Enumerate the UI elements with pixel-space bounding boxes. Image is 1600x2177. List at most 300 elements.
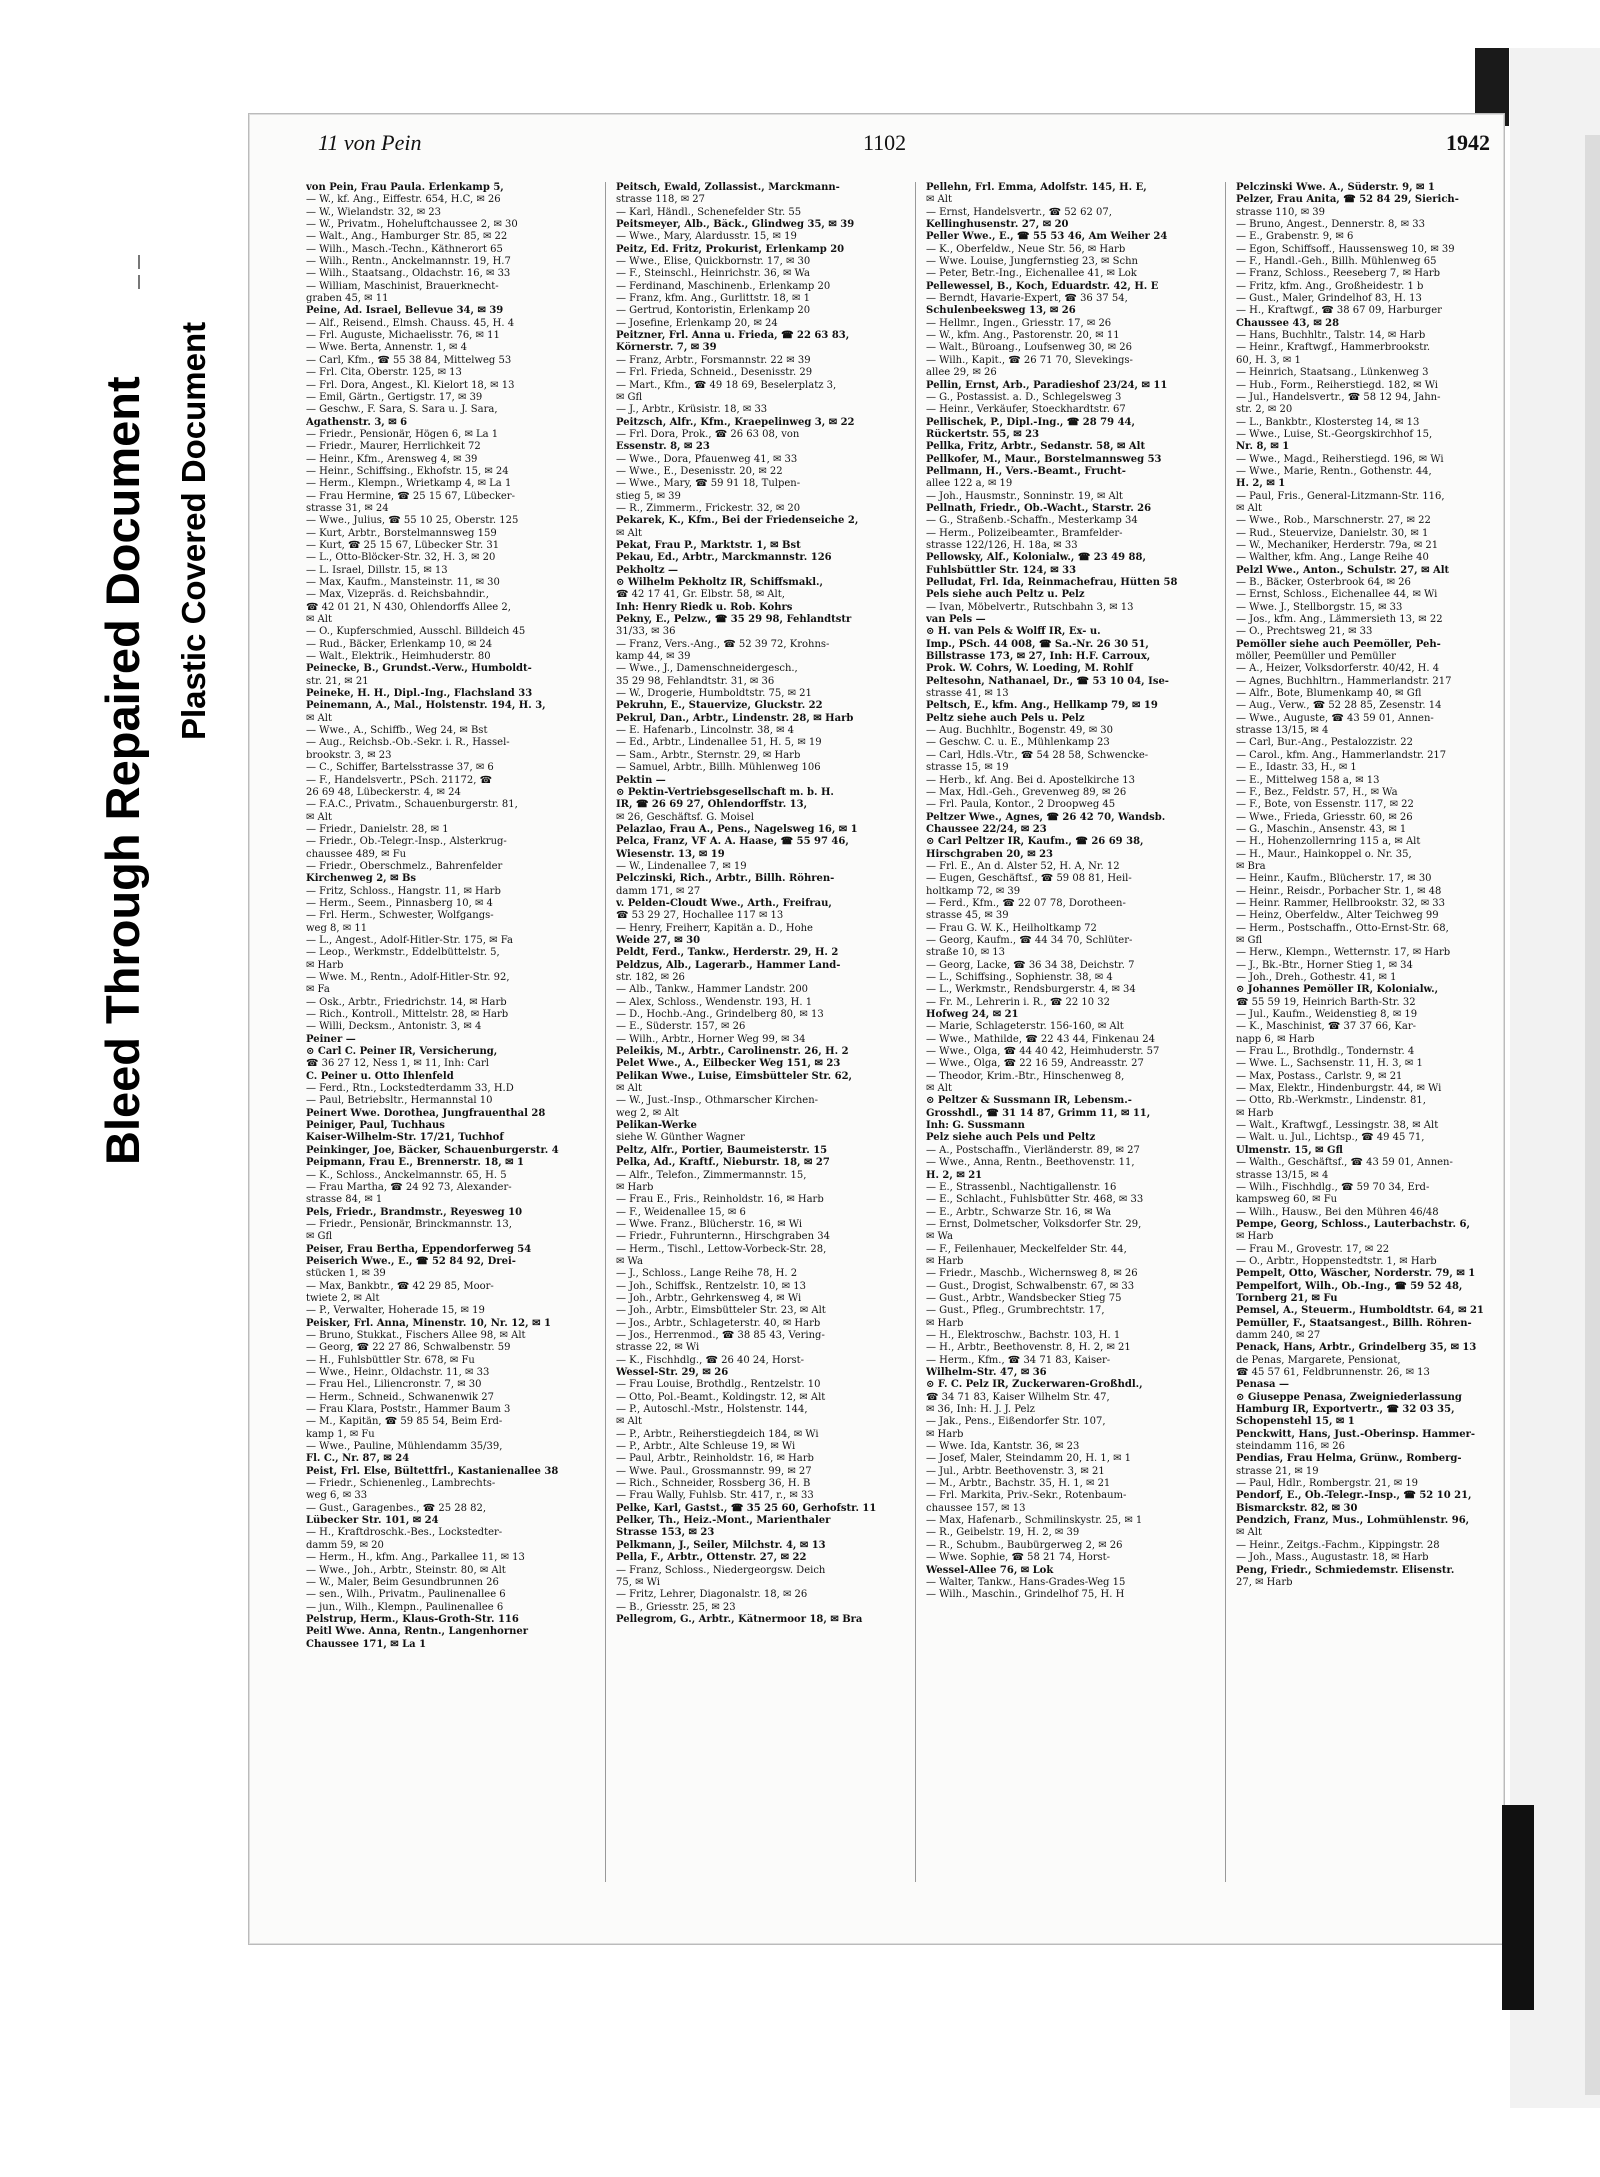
year: 1942 [1446,130,1490,155]
directory-entry-line: — Walt., Ang., Hamburger Str. 85, ✉ 22 [306,231,508,243]
directory-entry-line: — Jul., Arbtr. Beethovenstr. 3, ✉ 21 [926,1465,1105,1477]
page-number: 1102 [863,130,907,155]
directory-entry-line: Chaussee 43, ✉ 28 [1236,317,1340,329]
directory-entry-line: Peitl Wwe. Anna, Rentn., Langenhorner [306,1626,529,1638]
directory-entry-line: — Fritz, Lehrer, Diagonalstr. 18, ✉ 26 [616,1589,808,1601]
directory-entry-line: Pellin, Ernst, Arb., Paradieshof 23/24, ✉ 11 [926,379,1168,391]
directory-entry-line: — Ernst, Dolmetscher, Volksdorfer Str. 29, [926,1218,1142,1230]
directory-entry-line: — Frau Hel., Liliencronstr. 7, ✉ 30 [306,1379,482,1391]
directory-entry-line: Pellnath, Friedr., Ob.-Wacht., Starstr. 26 [926,502,1152,514]
directory-entry-line: — Frau Martha, ☎ 24 92 73, Alexander- [306,1181,512,1193]
directory-entry-line: Pelkmann, J., Seiler, Milchstr. 4, ✉ 13 [616,1539,826,1551]
directory-entry-line: — Frl. Auguste, Michaelisstr. 76, ✉ 11 [306,330,500,342]
directory-entry-line: — Gust., Garagenbes., ☎ 25 28 82, [306,1502,487,1514]
directory-entry-line: — Gust., Maler, Grindelhof 83, H. 13 [1236,293,1422,305]
directory-entry-line: Peine, Ad. Israel, Bellevue 34, ✉ 39 [306,305,504,317]
directory-entry-line: — Heinr. Rammer, Hellbrookstr. 32, ✉ 33 [1236,897,1446,909]
directory-entry-line: ✉ Harb [926,1255,964,1267]
directory-entry-line: strasse 15, ✉ 19 [926,762,1009,774]
directory-entry-line: ✉ Wa [926,1231,953,1243]
directory-entry-line: — Wwe. Berta, Annenstr. 1, ✉ 4 [306,342,467,354]
directory-entry-line: — Rich., Schneider, Rossberg 36, H. B [616,1478,811,1490]
directory-entry-line: siehe W. Günther Wagner [616,1132,745,1144]
directory-entry-line: Pellka, Fritz, Arbtr., Sedanstr. 58, ✉ Alt [926,441,1146,453]
directory-entry-line: Pemüller, F., Staatsangest., Billh. Röhren- [1236,1317,1472,1329]
directory-entry-line: — P., Arbtr., Reiherstiegdeich 184, ✉ Wi [616,1428,819,1440]
page-header [318,130,1600,170]
plastic-covered-label: Plastic Covered Document [175,321,212,740]
directory-entry-line: — Fr. M., Lehrerin i. R., ☎ 22 10 32 [926,996,1111,1008]
directory-entry-line: — Berndt, Havarie-Expert, ☎ 36 37 54, [926,293,1128,305]
directory-entry-line: Pelca, Franz, VF A. A. Haase, ☎ 55 97 46, [616,836,849,848]
directory-entry-line: — F., Bez., Feldstr. 57, H., ✉ Wa [1236,786,1398,798]
directory-entry-line: ✉ Gfl [616,391,643,403]
directory-entry-line: — Franz, kfm. Ang., Gurlittstr. 18, ✉ 1 [616,293,810,305]
directory-entry-line: Wessel-Str. 29, ✉ 26 [616,1367,729,1378]
directory-entry-line: Peltz, Alfr., Portier, Baumeisterstr. 15 [616,1144,828,1156]
directory-entry-line: — Wwe., Auguste, ☎ 43 59 01, Annen- [1236,712,1434,724]
directory-entry-line: — P., Verwalter, Hoherade 15, ✉ 19 [306,1305,485,1317]
directory-entry-line: — Wwe., Olga, ☎ 44 40 42, Heimhuderstr. 57 [926,1046,1160,1058]
directory-entry-line: Pelke, Karl, Gastst., ☎ 35 25 60, Gerhofstr. 11 [616,1502,877,1514]
directory-entry-line: — sen., Wilh., Privatm., Paulinenallee 6 [306,1589,506,1601]
directory-entry-line: — G., Maschin., Ansenstr. 43, ✉ 1 [1236,823,1407,835]
directory-entry-line: ✉ Alt [926,194,952,206]
directory-entry-line: — Frl. Markita, Priv.-Sekr., Rotenbaum- [926,1490,1127,1502]
directory-entry-line: — Hub., Form., Reiherstiegd. 182, ✉ Wi [1236,379,1439,391]
directory-entry-line: Pellowsky, Alf., Kolonialw., ☎ 23 49 88, [926,552,1146,564]
directory-entry-line: — Joh., Mass., Augustastr. 18, ✉ Harb [1236,1552,1429,1564]
directory-entry-line: — Herm., Klempn., Wrietkamp 4, ✉ La 1 [306,478,512,490]
directory-entry-line: — Frau M., Grovestr. 17, ✉ 22 [1236,1243,1390,1255]
directory-entry-line: — Wwe., Magd., Reiherstiegd. 196, ✉ Wi [1236,453,1444,465]
directory-entry-line: — H., Elektroschw., Bachstr. 103, H. 1 [926,1329,1121,1341]
directory-entry-line: Peng, Friedr., Schmiedemstr. Elisenstr. [1236,1564,1455,1576]
directory-entry-line: — Jos., Arbtr., Schlageterstr. 40, ✉ Harb [616,1317,821,1329]
directory-entry-line: — Heinrich, Staatsang., Lünkenweg 3 [1236,367,1429,379]
directory-entry-line: Penack, Hans, Arbtr., Grindelberg 35, ✉ 13 [1236,1342,1477,1354]
directory-entry-line: — L., Angest., Adolf-Hitler-Str. 175, ✉ Fa [306,934,513,946]
directory-entry-line: — Geschw. C. u. E., Mühlenkamp 23 [926,737,1110,749]
directory-entry-line: 75, ✉ Wi [616,1576,660,1588]
directory-entry-line: — Wwe. Sophie, ☎ 58 21 74, Horst- [926,1552,1111,1564]
directory-entry-line: Pelazlao, Frau A., Pens., Nagelsweg 16, ✉ 1 [616,823,858,835]
directory-entry-line: — J., Schloss., Lange Reihe 78, H. 2 [616,1268,798,1280]
directory-entry-line: — Frl. Cita, Oberstr. 125, ✉ 13 [306,367,462,379]
directory-entry-line: — Ferdinand, Maschinenb., Erlenkamp 20 [616,280,831,292]
directory-entry-line: — Heinr., Kraftwgf., Hammerbrookstr. [1236,342,1431,354]
directory-entry-line: — Wwe. M., Rentn., Adolf-Hitler-Str. 92, [306,972,510,983]
directory-entry-line: Peist, Frl. Else, Bültettfrl., Kastanienallee 38 [306,1465,559,1477]
directory-entry-line: — Wwe. J., Stellborgstr. 15, ✉ 33 [1236,601,1403,613]
directory-entry-line: — A., Postschaffn., Vierländerstr. 89, ✉ 27 [926,1144,1140,1156]
directory-entry-line: holtkamp 72, ✉ 39 [926,885,1021,897]
directory-entry-line: Peller Wwe., E., ☎ 55 53 46, Am Weiher 24 [926,231,1168,243]
directory-entry-line: — Frl. Dora, Prok., ☎ 26 63 08, von [616,428,800,440]
directory-entry-line: str. 182, ✉ 26 [616,972,685,983]
directory-entry-line: — F., Feilenhauer, Meckelfelder Str. 44, [926,1243,1127,1255]
directory-entry-line: kamp 44, ✉ 39 [616,651,691,663]
directory-entry-line: — Alb., Tankw., Hammer Landstr. 200 [616,984,809,996]
directory-entry-line: Pelka, Ad., Kraftf., Nieburstr. 18, ✉ 27 [616,1157,830,1169]
directory-entry-line: — Wwe., Julius, ☎ 55 10 25, Oberstr. 125 [306,515,519,527]
directory-entry-line: — Marie, Schlageterstr. 156-160, ✉ Alt [926,1021,1124,1033]
directory-entry-line: — F.A.C., Privatm., Schauenburgerstr. 81, [306,799,518,811]
directory-entry-line: Weide 27, ✉ 30 [616,934,701,946]
directory-entry-line: — E. Hafenarb., Lincolnstr. 38, ✉ 4 [616,725,794,737]
directory-entry-line: — Herm., Seem., Pinnasberg 10, ✉ 4 [306,897,493,909]
directory-entry-line: Peltesohn, Nathanael, Dr., ☎ 53 10 04, Ise- [926,675,1169,687]
directory-entry-line: — Wwe. Louise, Jungfernstieg 23, ✉ Schn [926,256,1138,268]
directory-entry-line: brookstr. 3, ✉ 23 [306,749,392,761]
directory-entry-line: chaussee 489, ✉ Fu [306,848,407,860]
directory-entry-line: chaussee 157, ✉ 13 [926,1502,1026,1514]
page-edge-shadow [1585,135,1600,2095]
directory-entry-line: Peitzsch, Alfr., Kfm., Kraepelinweg 3, ✉ 22 [616,416,855,428]
directory-entry-line: — Wwe., E., Desenisstr. 20, ✉ 22 [616,465,783,477]
directory-entry-line: — O., Prechtsweg 21, ✉ 33 [1236,626,1373,638]
directory-entry-line: — J., Arbtr., Krüsistr. 18, ✉ 33 [616,404,768,416]
directory-entry-line: Chaussee 171, ✉ La 1 [306,1638,427,1650]
directory-entry-line: — Herb., kf. Ang. Bei d. Apostelkirche 13 [926,774,1135,786]
directory-entry-line: — O., Arbtr., Hoppenstedtstr. 1, ✉ Harb [1236,1255,1437,1267]
directory-entry-line: Peinemann, A., Mal., Holstenstr. 194, H. 3, [306,700,546,712]
directory-entry-line: ☎ 42 01 21, N 430, Ohlendorffs Allee 2, [306,601,511,613]
directory-entry-line: — D., Hochb.-Ang., Grindelberg 80, ✉ 13 [616,1009,824,1021]
directory-entry-line: Ulmenstr. 15, ✉ Gfl [1236,1144,1343,1156]
directory-entry-line: Pekat, Frau P., Marktstr. 1, ✉ Bst [616,539,801,551]
directory-entry-line: — Herm., Kfm., ☎ 34 71 83, Kaiser- [926,1354,1111,1366]
directory-entry-line: — Wilh., Kapit., ☎ 26 71 70, Slevekings- [926,354,1133,366]
directory-entry-line: Körnerstr. 7, ✉ 39 [616,342,717,354]
directory-entry-line: — Frau G. W. K., Heilholtkamp 72 [926,922,1097,934]
directory-entry-line: — Wwe., Frieda, Griesstr. 60, ✉ 26 [1236,811,1413,823]
directory-entry-line: — Bruno, Angest., Dennerstr. 8, ✉ 33 [1236,219,1425,231]
directory-entry-line: — Joh., Hausmstr., Sonninstr. 19, ✉ Alt [926,490,1123,502]
directory-entry-line: — Carl, Bur.-Ang., Pestalozzistr. 22 [1236,737,1413,749]
directory-entry-line: Nr. 8, ✉ 1 [1236,441,1290,453]
directory-entry-line: — Franz, Vers.-Ang., ☎ 52 39 72, Krohns- [616,638,830,650]
directory-entry-line: — L., Bankbtr., Klostersteg 14, ✉ 13 [1236,416,1420,428]
directory-entry-line: Pekrul, Dan., Arbtr., Lindenstr. 28, ✉ Harb [616,712,854,724]
directory-entry-line: Peleikis, M., Arbtr., Carolinenstr. 26, H. 2 [616,1046,849,1058]
directory-entry-line: — Wwe., A., Schiffb., Weg 24, ✉ Bst [306,725,488,737]
directory-entry-line: steindamm 116, ✉ 26 [1236,1441,1345,1453]
directory-entry-line: — Frau L., Brothdlg., Tondernstr. 4 [1236,1046,1415,1058]
directory-entry-line: Pempelfort, Wilh., Ob.-Ing., ☎ 59 52 48, [1236,1280,1463,1292]
directory-entry-line: kampsweg 60, ✉ Fu [1236,1194,1338,1206]
directory-entry-line: — Alfr., Bote, Blumenkamp 40, ✉ Gfl [1236,688,1422,700]
directory-entry-line: Imp., PSch. 44 008, ☎ Sa.-Nr. 26 30 51, [926,638,1149,650]
directory-entry-line: — Emil, Gärtn., Gertigstr. 17, ✉ 39 [306,391,483,403]
directory-entry-line: — L., Schiffsing., Sophienstr. 38, ✉ 4 [926,972,1113,983]
directory-entry-line: — Joh., Arbtr., Eimsbütteler Str. 23, ✉ Alt [616,1305,826,1317]
directory-entry-line: IR, ☎ 26 69 27, Ohlendorffstr. 13, [616,799,808,811]
directory-entry-line: — Frl. Paula, Kontor., 2 Droopweg 45 [926,799,1116,811]
directory-entry-line: — E., Arbtr., Schwarze Str. 16, ✉ Wa [926,1206,1112,1218]
directory-entry-line: — Otto, Rb.-Werkmstr., Lindenstr. 81, [1236,1095,1426,1107]
directory-entry-line: Pendorf, E., Ob.-Telegr.-Insp., ☎ 52 10 21, [1236,1490,1472,1502]
directory-entry-line: — jun., Wilh., Klempn., Paulinenallee 6 [306,1601,504,1613]
directory-entry-line: Wessel-Allee 76, ✉ Lok [926,1564,1054,1576]
directory-entry-line: Grosshdl., ☎ 31 14 87, Grimm 11, ✉ 11, [926,1107,1151,1119]
directory-entry-line: — Wwe., Heinr., Oldachstr. 11, ✉ 33 [306,1367,490,1378]
directory-entry-line: Peitsch, Ewald, Zollassist., Marckmann- [616,182,840,193]
directory-entry-line: — Max, Hdl.-Geh., Grevenweg 89, ✉ 26 [926,786,1127,798]
bleed-through-label: Bleed Through Repaired Document [96,376,149,1165]
directory-entry-line: Peinert Wwe. Dorothea, Jungfrauenthal 28 [306,1107,546,1119]
directory-entry-line: — Paul, Fris., General-Litzmann-Str. 116, [1236,490,1445,502]
directory-entry-line: — Ferd., Rtn., Lockstedterdamm 33, H.D [306,1083,514,1095]
directory-entry-line: — Joh., Dreh., Gothestr. 41, ✉ 1 [1236,972,1397,983]
directory-entry-line: — Wwe., Mary, Alardusstr. 15, ✉ 19 [616,231,797,243]
column-2 [616,182,912,1882]
directory-entry-line: — Kurt, ☎ 25 15 67, Lübecker Str. 31 [306,539,500,551]
directory-entry-line: Penasa — [1236,1379,1289,1391]
directory-entry-line: — Leop., Werkmstr., Eddelbüttelstr. 5, [306,947,500,959]
directory-entry-line: — Wwe., Olga, ☎ 22 16 59, Andreasstr. 27 [926,1058,1144,1070]
directory-entry-line: — Wilh., Rentn., Anckelmannstr. 19, H.7 [306,256,511,268]
directory-entry-line: strasse 45, ✉ 39 [926,910,1009,922]
directory-entry-line: Agathenstr. 3, ✉ 6 [306,416,408,428]
directory-entry-line: Peiniger, Paul, Tuchhaus [306,1120,445,1132]
directory-entry-line: — Mart., Kfm., ☎ 49 18 69, Beselerplatz 3, [616,379,837,391]
directory-entry-line: Peitsmeyer, Alb., Bäck., Glindweg 35, ✉ 39 [616,219,855,231]
directory-entry-line: — Wilh., Staatsang., Oldachstr. 16, ✉ 33 [306,268,511,280]
directory-entry-line: Peltz siehe auch Pels u. Pelz [926,712,1085,724]
directory-entry-line: — K., Oberfeldw., Neue Str. 56, ✉ Harb [926,243,1126,255]
directory-entry-line: — Heinr., Kfm., Arensweg 4, ✉ 39 [306,453,478,465]
directory-entry-line: Peitzner, Frl. Anna u. Frieda, ☎ 22 63 83, [616,330,850,342]
directory-entry-line: — E., Mittelweg 158 a, ✉ 13 [1236,774,1380,786]
directory-entry-line: ✉ Harb [306,959,344,971]
directory-entry-line: Pelikan Wwe., Luise, Eimsbütteler Str. 62, [616,1070,853,1082]
directory-entry-line: — Herw., Klempn., Wetternstr. 17, ✉ Harb [1236,947,1451,959]
directory-entry-line: strasse 21, ✉ 19 [1236,1465,1319,1477]
directory-entry-line: — William, Maschinist, Brauerknecht- [306,280,499,292]
directory-entry-line: 26 69 48, Lübeckerstr. 4, ✉ 24 [306,786,461,798]
directory-entry-line: Penckwitt, Hans, Just.-Oberinsp. Hammer- [1236,1428,1476,1440]
directory-entry-line: — Agnes, Buchhltrn., Hammerlandstr. 217 [1236,675,1452,687]
directory-entry-line: — Walt. u. Jul., Lichtsp., ☎ 49 45 71, [1236,1132,1425,1144]
directory-entry-line: — Alfr., Telefon., Zimmermannstr. 15, [616,1169,807,1181]
directory-entry-line: Pekruhn, E., Stauervize, Gluckstr. 22 [616,700,823,712]
directory-entry-line: — Hans, Buchhltr., Talstr. 14, ✉ Harb [1236,330,1426,342]
directory-entry-line: ☎ 45 57 61, Feldbrunnenstr. 26, ✉ 13 [1236,1367,1430,1378]
directory-columns [306,182,1540,1882]
directory-entry-line: — Frl. Frieda, Schneid., Desenisstr. 29 [616,367,813,379]
directory-entry-line: — H., Arbtr., Beethovenstr. 8, H. 2, ✉ 21 [926,1342,1131,1354]
directory-entry-line: — M., Arbtr., Bachstr. 35, H. 1, ✉ 21 [926,1478,1111,1490]
directory-entry-line: v. Pelden-Cloudt Wwe., Arth., Freifrau, [616,897,832,909]
directory-entry-line: 27, ✉ Harb [1236,1576,1293,1588]
directory-entry-line: — Walth., Geschäftsf., ☎ 43 59 01, Annen- [1236,1157,1453,1169]
directory-entry-line: — Paul, Betriebsltr., Hermannstal 10 [306,1095,493,1107]
directory-entry-line: — Wwe., Luise, St.-Georgskirchhof 15, [1236,428,1433,440]
directory-entry-line: — Frl. Dora, Angest., Kl. Kielort 18, ✉ 13 [306,379,515,391]
directory-entry-line: — Wwe., Joh., Arbtr., Steinstr. 80, ✉ Alt [306,1564,506,1576]
directory-entry-line: — Max, Kaufm., Mansteinstr. 11, ✉ 30 [306,577,500,588]
directory-entry-line: Pendias, Frau Helma, Grünw., Romberg- [1236,1453,1462,1465]
directory-entry-line: — W., Lindenallee 7, ✉ 19 [616,860,747,872]
directory-entry-line: — E., Idastr. 33, H., ✉ 1 [1236,762,1357,774]
directory-entry-line: Peiser, Frau Bertha, Eppendorferweg 54 [306,1243,532,1255]
directory-entry-line: ✉ Alt [616,1083,642,1095]
directory-entry-line: Peiner — [306,1033,356,1045]
directory-entry-line: — Friedr., Danielstr. 28, ✉ 1 [306,823,449,835]
directory-entry-line: — Wwe., Pauline, Mühlendamm 35/39, [306,1441,503,1453]
directory-entry-line: Schulenbeeksweg 13, ✉ 26 [926,305,1076,317]
directory-entry-line: — K., Fischhdlg., ☎ 26 40 24, Horst- [616,1354,805,1366]
directory-entry-line: — Rud., Bäcker, Erlenkamp 10, ✉ 24 [306,638,493,650]
directory-entry-line: Rückertstr. 55, ✉ 23 [926,428,1040,440]
directory-entry-line: ✉ Harb [1236,1231,1274,1243]
directory-entry-line: — Gertrud, Kontoristin, Erlenkamp 20 [616,305,811,317]
directory-entry-line: strasse 22, ✉ Wi [616,1342,700,1354]
directory-entry-line: — Frau Klara, Poststr., Hammer Baum 3 [306,1404,511,1416]
directory-entry-line: Lübecker Str. 101, ✉ 24 [306,1515,439,1527]
directory-entry-line: ✉ Bra [1236,860,1266,872]
directory-entry-line: — Aug., Verw., ☎ 52 28 85, Zesenstr. 14 [1236,700,1442,712]
directory-entry-line: — R., Schubm., Baubürgerweg 2, ✉ 26 [926,1539,1123,1551]
directory-entry-line: — Franz, Schloss., Niedergeorgsw. Deich [616,1564,826,1576]
directory-entry-line: Peltsch, E., kfm. Ang., Hellkamp 79, ✉ 19 [926,700,1158,712]
directory-entry-line: ✉ Alt [926,1083,952,1095]
directory-entry-line: Pemsel, A., Steuerm., Humboldtstr. 64, ✉ 21 [1236,1305,1484,1317]
column-4 [1236,182,1532,1882]
directory-entry-line: Pelz siehe auch Pels und Peltz [926,1132,1096,1144]
directory-entry-line: — Karl, Händl., Schenefelder Str. 55 [616,206,802,218]
directory-entry-line: ☎ 36 27 12, Ness 1, ✉ 11, Inh: Carl [306,1058,489,1070]
directory-entry-line: Pelet Wwe., A., Eilbecker Weg 151, ✉ 23 [616,1058,841,1070]
directory-entry-line: ✉ Alt [1236,502,1262,514]
directory-entry-line: — Geschw., F. Sara, S. Sara u. J. Sara, [306,404,498,416]
directory-entry-line: Peisker, Frl. Anna, Minenstr. 10, Nr. 12, ✉ 1 [306,1317,551,1329]
directory-entry-line: — A., Heizer, Volksdorferstr. 40/42, H. 4 [1236,663,1440,675]
directory-entry-line: Kirchenweg 2, ✉ Bs [306,873,417,885]
directory-entry-line: ⊙ Giuseppe Penasa, Zweigniederlassung [1236,1391,1462,1403]
directory-entry-line: — Frl. Herm., Schwester, Wolfgangs- [306,910,494,922]
directory-entry-line: — Theodor, Krim.-Btr., Hinschenweg 8, [926,1070,1125,1082]
directory-entry-line: Essenstr. 8, ✉ 23 [616,441,710,453]
directory-entry-line: van Pels — [926,614,986,626]
directory-entry-line: — Walt., Kraftwgf., Lessingstr. 38, ✉ Alt [1236,1120,1439,1132]
directory-entry-line: Prok. W. Cohrs, W. Loeding, M. Rohlf [926,663,1133,675]
directory-entry-line: de Penas, Margarete, Pensionat, [1236,1354,1401,1366]
directory-entry-line: strasse 13/15, ✉ 4 [1236,1169,1329,1181]
directory-entry-line: — Wwe., Anna, Rentn., Beethovenstr. 11, [926,1157,1135,1169]
directory-entry-line: ✉ 36, Inh: H. J. J. Pelz [926,1404,1035,1416]
directory-entry-line: ☎ 42 17 41, Gr. Elbstr. 58, ✉ Alt, [616,589,785,601]
directory-entry-line: — Max, Hafenarb., Schmilinskystr. 25, ✉ 1 [926,1515,1143,1527]
directory-entry-line: Pella, F., Arbtr., Ottenstr. 27, ✉ 22 [616,1552,807,1564]
directory-entry-line: — Ivan, Möbelvertr., Rutschbahn 3, ✉ 13 [926,601,1134,613]
directory-entry-line: strasse 110, ✉ 39 [1236,206,1325,218]
directory-entry-line: — Frau E., Fris., Reinholdstr. 16, ✉ Harb [616,1194,824,1206]
directory-entry-line: — E., Grabenstr. 9, ✉ 6 [1236,231,1354,243]
directory-entry-line: — Walther, kfm. Ang., Lange Reihe 40 [1236,552,1429,564]
directory-entry-line: — L., Werkmstr., Rendsburgerstr. 4, ✉ 34 [926,984,1136,996]
directory-entry-line: — R., Geibelstr. 19, H. 2, ✉ 39 [926,1527,1080,1539]
directory-entry-line: ⊙ Carl C. Peiner IR, Versicherung, [306,1046,498,1058]
directory-entry-line: — Max, Postass., Carlstr. 9, ✉ 21 [1236,1070,1403,1082]
directory-entry-line: Pels, Friedr., Brandmstr., Reyesweg 10 [306,1206,523,1218]
directory-entry-line: ⊙ Peltzer & Sussmann IR, Lebensm.- [926,1095,1132,1107]
directory-entry-line: — Fritz, Schloss., Hangstr. 11, ✉ Harb [306,885,501,897]
directory-entry-line: — Heinr., Schiffsing., Ekhofstr. 15, ✉ 24 [306,465,509,477]
directory-entry-line: weg 6, ✉ 33 [306,1490,368,1502]
directory-entry-line: strasse 41, ✉ 13 [926,688,1009,700]
directory-entry-line: stieg 5, ✉ 39 [616,490,681,502]
directory-entry-line: — Joh., Arbtr., Gehrkensweg 4, ✉ Wi [616,1292,802,1304]
directory-entry-line: — W., kf. Ang., Eiffestr. 654, H.C, ✉ 26 [306,194,501,206]
directory-entry-line: — Georg, Kaufm., ☎ 44 34 70, Schlüter- [926,934,1133,946]
directory-entry-line: — Josefine, Erlenkamp 20, ✉ 24 [616,317,778,329]
directory-entry-line: Peinecke, B., Grundst.-Verw., Humboldt- [306,663,532,675]
directory-entry-line: Pektin — [616,774,666,786]
directory-entry-line: Peiserich Wwe., E., ☎ 52 84 92, Drei- [306,1255,516,1267]
directory-entry-line: — Walt., Elektrik., Heimhuderstr. 80 [306,651,491,663]
directory-entry-line: — H., Fuhlsbüttler Str. 678, ✉ Fu [306,1354,475,1366]
directory-entry-line: — F., Handl.-Geh., Billh. Mühlenweg 65 [1236,256,1437,268]
directory-entry-line: Chaussee 22/24, ✉ 23 [926,823,1047,835]
directory-entry-line: Fuhlsbüttler Str. 124, ✉ 33 [926,564,1077,576]
directory-entry-line: stücken 1, ✉ 39 [306,1268,386,1280]
directory-entry-line: — Herm., Schneid., Schwanenwik 27 [306,1391,494,1403]
directory-entry-line: twiete 2, ✉ Alt [306,1292,380,1304]
directory-entry-line: — O., Kupferschmied, Ausschl. Billdeich 45 [306,626,526,638]
directory-entry-line: Pellehn, Frl. Emma, Adolfstr. 145, H. E, [926,182,1147,193]
directory-entry-line: ✉ Gfl [306,1231,333,1243]
directory-entry-line: Tornberg 21, ✉ Fu [1236,1292,1338,1304]
column-3 [926,182,1222,1882]
directory-entry-line: Pelker, Th., Heiz.-Mont., Marienthaler [616,1515,831,1527]
directory-entry-line: — Frl. E., An d. Alster 52, H. A, Nr. 12 [926,860,1120,872]
directory-entry-line: — Friedr., Maurer, Herrlichkeit 72 [306,441,481,453]
directory-entry-line: strasse 13/15, ✉ 4 [1236,725,1329,737]
directory-entry-line: — P., Autoschl.-Mstr., Holstenstr. 144, [616,1404,808,1416]
directory-entry-line: straße 10, ✉ 13 [926,947,1006,959]
directory-entry-line: Inh: G. Sussmann [926,1120,1025,1132]
directory-entry-line: — C., Schiffer, Bartelsstrasse 37, ✉ 6 [306,762,494,774]
directory-entry-line: — Gust., Arbtr., Wandsbecker Stieg 75 [926,1292,1122,1304]
directory-entry-line: — K., Schloss., Anckelmannstr. 65, H. 5 [306,1169,507,1181]
directory-entry-line: — Friedr., Oberschmelz., Bahrenfelder [306,860,503,872]
directory-entry-line: Hamburg IR, Exportvertr., ☎ 32 03 35, [1236,1404,1455,1416]
directory-entry-line: — W., Mechaniker, Herderstr. 79a, ✉ 21 [1236,539,1439,551]
directory-entry-line: — Jak., Pens., Eißendorfer Str. 107, [926,1416,1106,1428]
directory-entry-line: — Jos., kfm. Ang., Lämmersieth 13, ✉ 22 [1236,614,1443,626]
directory-entry-line: — Jos., Herrenmod., ☎ 38 85 43, Vering- [616,1329,825,1341]
directory-entry-line: ⊙ F. C. Pelz IR, Zuckerwaren-Großhdl., [926,1379,1143,1391]
directory-entry-line: — Sam., Arbtr., Sternstr. 29, ✉ Harb [616,749,801,761]
directory-entry-line: Pempe, Georg, Schloss., Lauterbachstr. 6, [1236,1218,1470,1230]
directory-entry-line: str. 21, ✉ 21 [306,675,369,687]
directory-entry-line: — Rud., Steuervize, Danielstr. 30, ✉ 1 [1236,527,1429,539]
directory-entry-line: möller, Peemüller und Pemüller [1236,651,1396,663]
directory-entry-line: Pelstrup, Herm., Klaus-Groth-Str. 116 [306,1613,519,1625]
directory-entry-line: — Friedr., Pensionär, Brinckmannstr. 13, [306,1218,512,1230]
directory-entry-line: — Bruno, Stukkat., Fischers Allee 98, ✉ Alt [306,1329,526,1341]
directory-entry-line: — Alex, Schloss., Wendenstr. 193, H. 1 [616,996,813,1008]
directory-entry-line: Peldzus, Alb., Lagerarb., Hammer Land- [616,959,841,971]
directory-entry-line: — Herm., Postschaffn., Otto-Ernst-Str. 68, [1236,922,1449,934]
directory-entry-line: graben 45, ✉ 11 [306,293,389,305]
directory-entry-line: — H., Hohenzollernring 115 a, ✉ Alt [1236,836,1421,848]
directory-entry-line: — Heinr., Verkäufer, Stoeckhardtstr. 67 [926,404,1126,416]
directory-entry-line: Inh: Henry Riedk u. Rob. Kohrs [616,601,793,613]
directory-entry-line: 60, H. 3, ✉ 1 [1236,354,1301,366]
